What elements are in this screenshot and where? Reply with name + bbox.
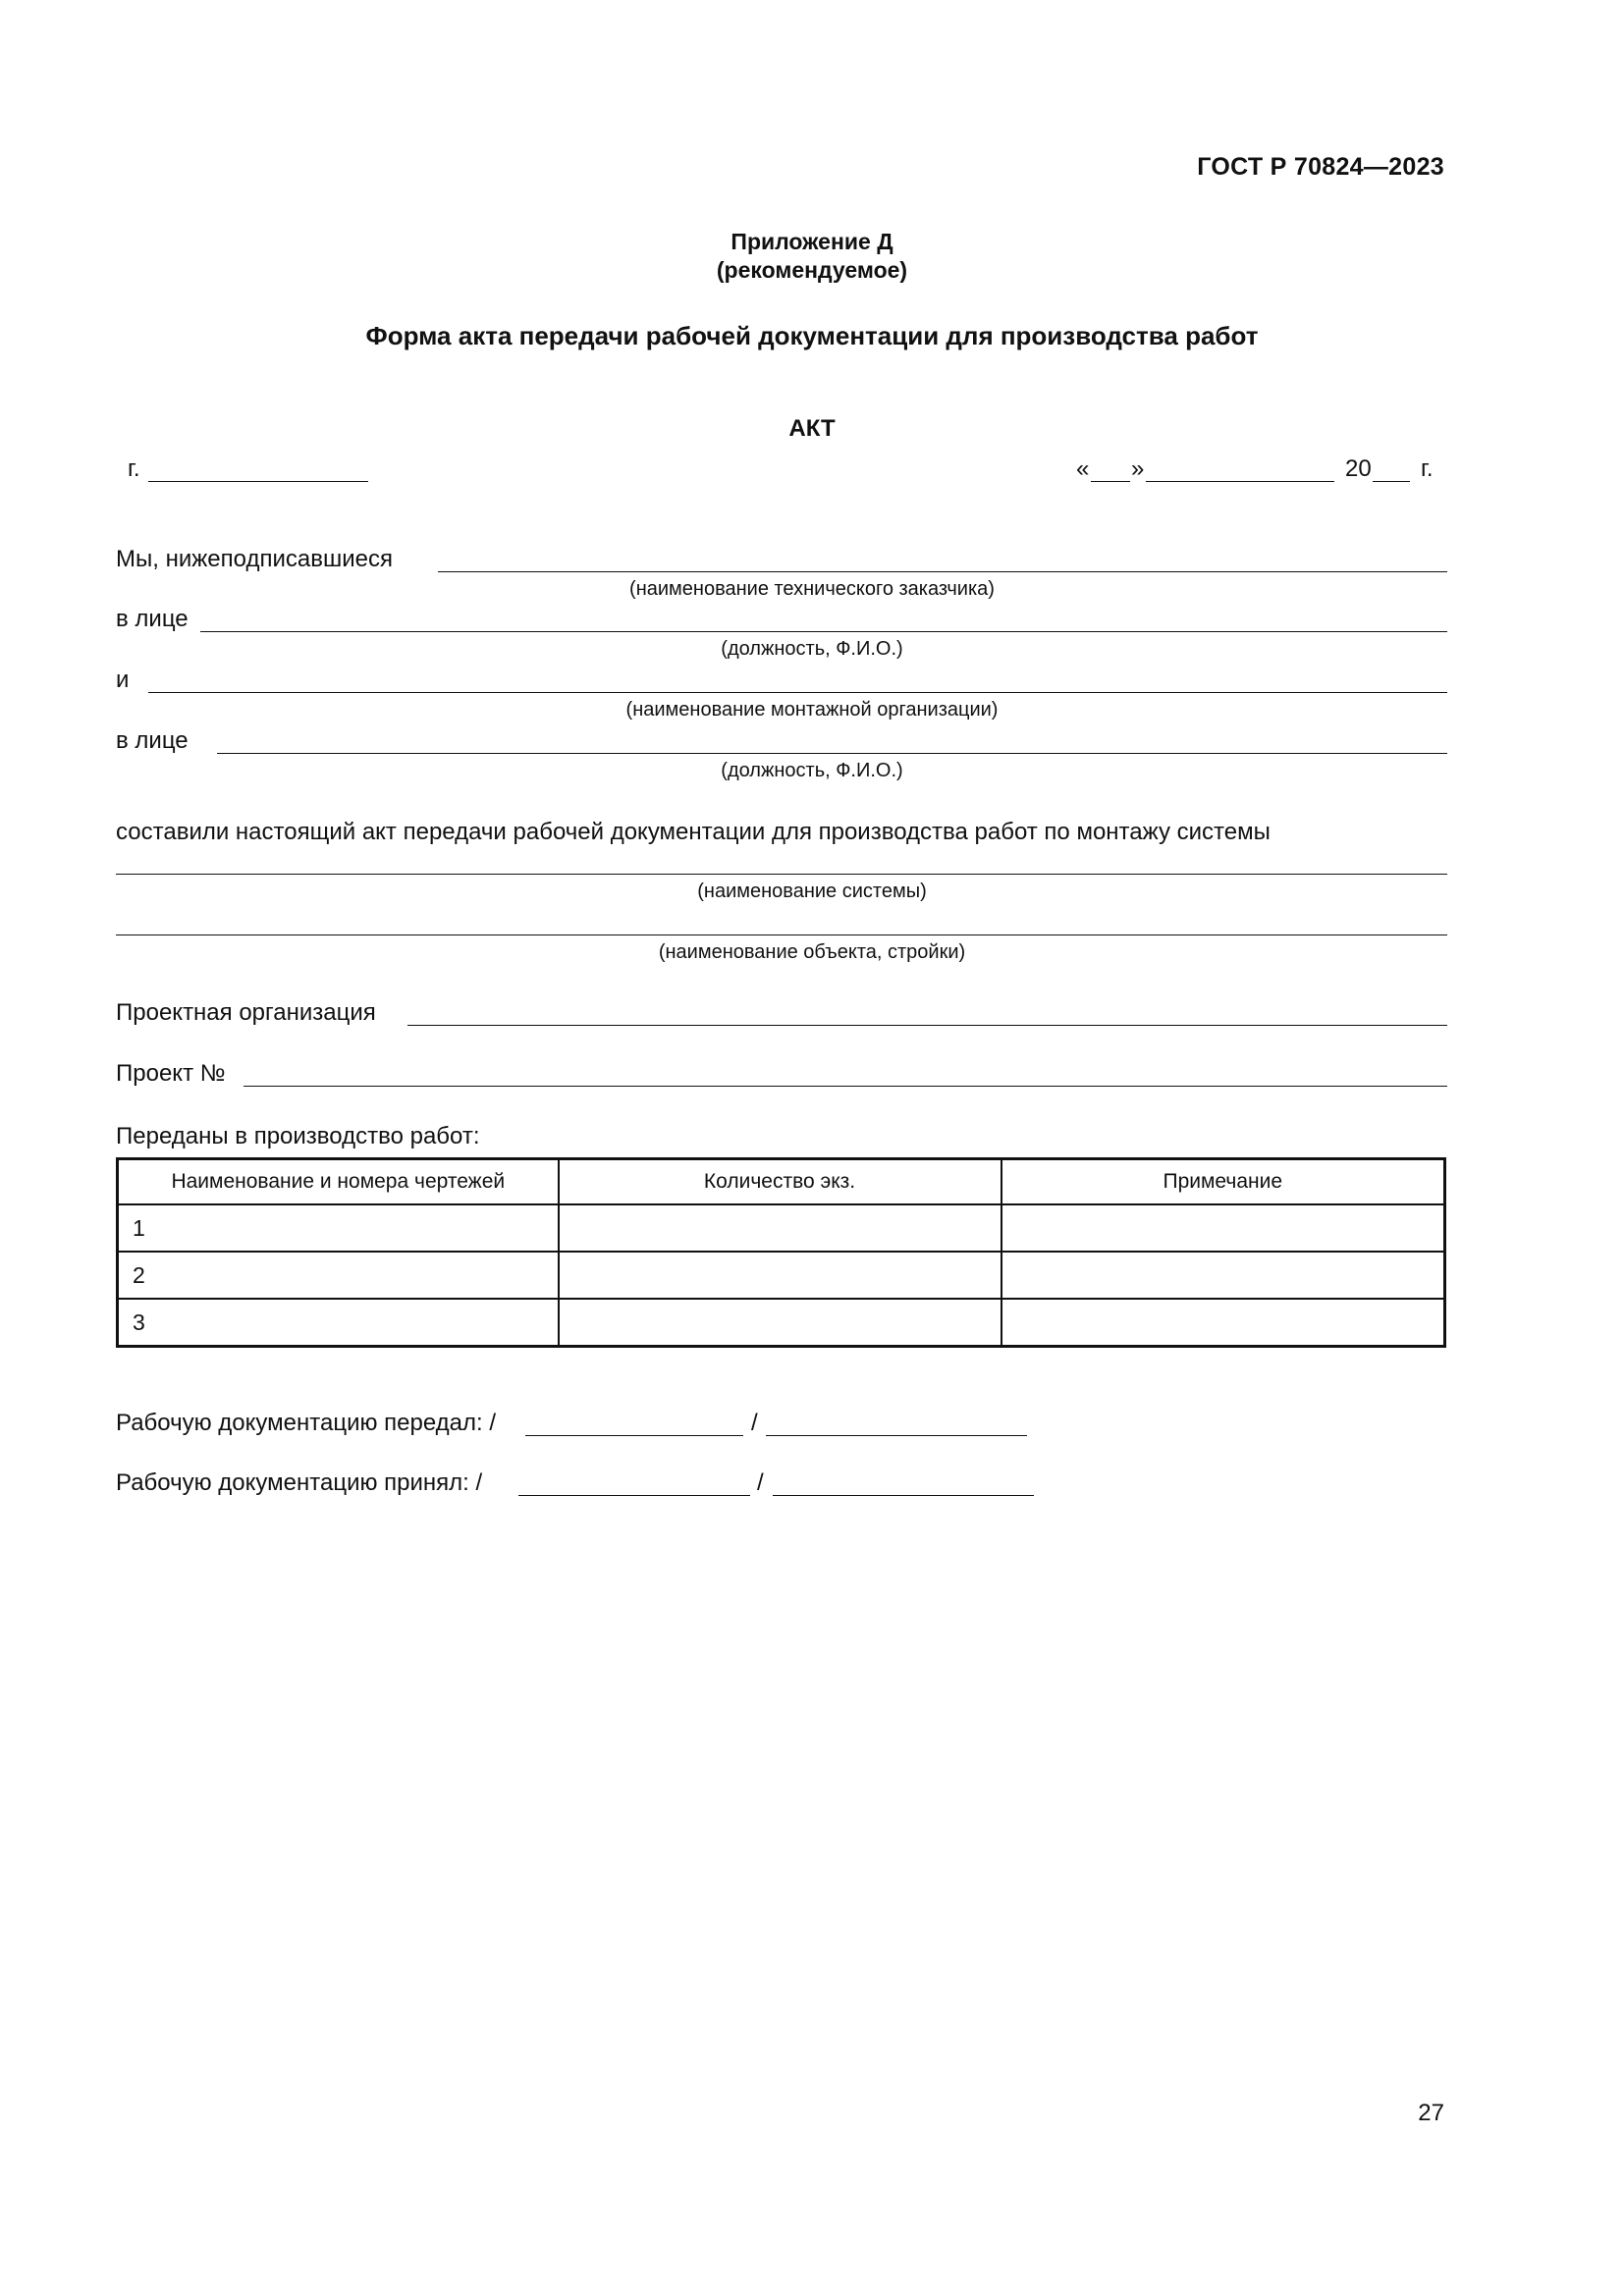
day-field[interactable] — [1091, 481, 1130, 482]
we-label: Мы, нижеподписавшиеся — [116, 546, 393, 572]
year-suffix: г. — [1421, 455, 1434, 482]
appendix-title: Приложение Д — [731, 229, 893, 254]
received-separator: / — [757, 1469, 764, 1496]
statement-text: составили настоящий акт передачи рабочей документации для производства работ по монтажу системы — [116, 819, 1271, 845]
table-row — [118, 1204, 1445, 1252]
handed-name-field[interactable] — [766, 1435, 1027, 1436]
row-number-cell[interactable]: 3 — [118, 1299, 559, 1347]
quantity-cell[interactable] — [559, 1299, 1001, 1347]
page-number: 27 — [1418, 2100, 1444, 2126]
person2-caption: (должность, Ф.И.О.) — [721, 760, 903, 781]
note-cell[interactable] — [1001, 1252, 1445, 1299]
date-open-quote: « — [1076, 455, 1090, 482]
project-label: Проект № — [116, 1060, 226, 1087]
transferred-label: Переданы в производство работ: — [116, 1123, 480, 1149]
table-row — [118, 1299, 1445, 1347]
appendix-status: (рекомендуемое) — [716, 257, 908, 283]
object-caption: (наименование объекта, стройки) — [658, 941, 966, 963]
system-field[interactable] — [116, 874, 1447, 875]
design-org-label: Проектная организация — [116, 999, 376, 1026]
column-header-quantity: Количество экз. — [559, 1159, 1001, 1205]
date-close-quote: » — [1131, 455, 1145, 482]
person1-label: в лице — [116, 606, 189, 632]
contractor-caption: (наименование монтажной организации) — [625, 699, 999, 721]
system-caption: (наименование системы) — [697, 881, 927, 902]
handed-label: Рабочую документацию передал: / — [116, 1410, 497, 1436]
quantity-cell[interactable] — [559, 1252, 1001, 1299]
drawings-table — [116, 1157, 1446, 1348]
note-cell[interactable] — [1001, 1204, 1445, 1252]
received-name-field[interactable] — [773, 1495, 1034, 1496]
contractor-field[interactable] — [148, 692, 1447, 693]
person1-field[interactable] — [200, 631, 1447, 632]
table-header-row — [118, 1159, 1445, 1205]
customer-field[interactable] — [438, 571, 1447, 572]
year-field[interactable] — [1373, 481, 1410, 482]
person1-caption: (должность, Ф.И.О.) — [721, 638, 903, 660]
year-prefix: 20 — [1345, 455, 1372, 482]
city-field[interactable] — [148, 481, 368, 482]
city-prefix: г. — [128, 455, 140, 482]
received-label: Рабочую документацию принял: / — [116, 1469, 483, 1496]
row-number-cell[interactable]: 2 — [118, 1252, 559, 1299]
quantity-cell[interactable] — [559, 1204, 1001, 1252]
handed-signature-field[interactable] — [525, 1435, 743, 1436]
handed-separator: / — [751, 1410, 758, 1436]
row-number-cell[interactable]: 1 — [118, 1204, 559, 1252]
object-field[interactable] — [116, 934, 1447, 935]
project-number-field[interactable] — [244, 1086, 1447, 1087]
column-header-note: Примечание — [1001, 1159, 1445, 1205]
column-header-drawings: Наименование и номера чертежей — [118, 1159, 559, 1205]
note-cell[interactable] — [1001, 1299, 1445, 1347]
table-row — [118, 1252, 1445, 1299]
person2-field[interactable] — [217, 753, 1447, 754]
document-standard-header: ГОСТ Р 70824—2023 — [1197, 153, 1444, 181]
person2-label: в лице — [116, 727, 189, 754]
form-title: Форма акта передачи рабочей документации для производства работ — [365, 321, 1259, 350]
act-title: АКТ — [788, 415, 836, 442]
design-org-field[interactable] — [407, 1025, 1447, 1026]
customer-caption: (наименование технического заказчика) — [629, 578, 995, 600]
and-label: и — [116, 667, 130, 693]
received-signature-field[interactable] — [518, 1495, 750, 1496]
month-field[interactable] — [1146, 481, 1334, 482]
